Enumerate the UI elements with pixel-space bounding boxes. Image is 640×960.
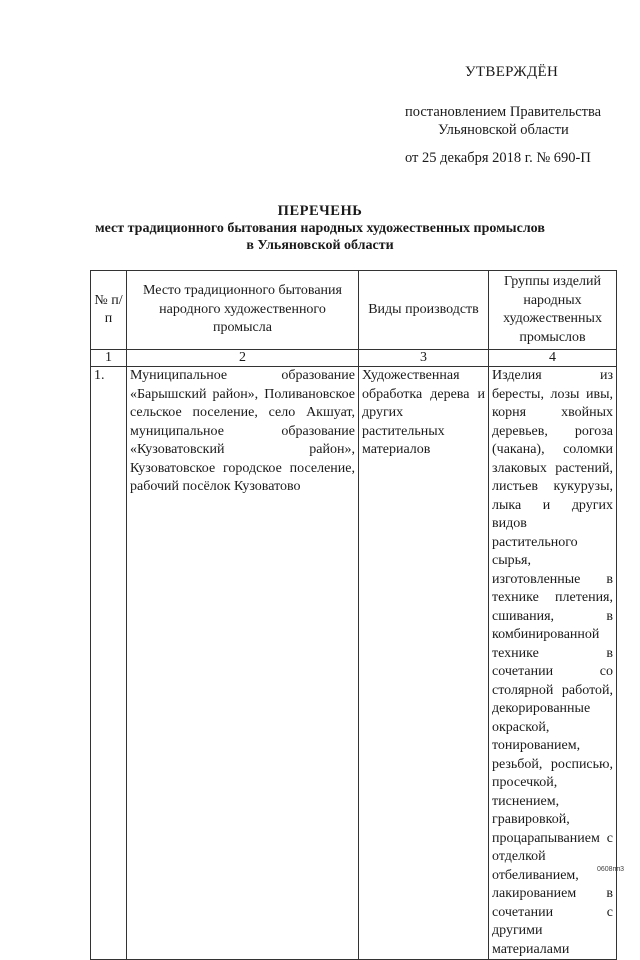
approval-authority: постановлением Правительства [405, 104, 602, 120]
row-place: Муниципальное образование «Барышский район», Поливановское сельское поселение, село Акшуат, муниципальное образование «Кузоватовский район», Кузоватовское городское поселение, рабочий посёлок Кузоватово [127, 367, 359, 960]
row-groups: Изделия из бересты, лозы ивы, корня хвойных деревьев, рогоза (чакана), соломки злаковых растений, листьев кукурузы, лыка и других видов растительного сырья, изготовленные в технике плетения, сшивания, в комбинированной технике в сочетании со столярной работой, декорированные окраской, тонированием, резьбой, росписью, просечкой, тиснением, гравировкой, процарапыванием с отделкой отбеливанием, лакированием в сочетании с другими материалами [489, 367, 617, 960]
heading-title: ПЕРЕЧЕНЬ [277, 203, 363, 219]
table-header-row [91, 271, 617, 350]
header-groups: Группы изделий народных художественных промыслов [489, 271, 617, 350]
heading-subtitle-2: в Ульяновской области [246, 238, 394, 253]
column-number: 3 [359, 350, 489, 367]
row-num: 1. [91, 367, 127, 960]
column-number: 1 [91, 350, 127, 367]
row-kinds: Художественная обработка дерева и других растительных материалов [359, 367, 489, 960]
approval-block [0, 0, 640, 180]
column-number: 2 [127, 350, 359, 367]
header-kinds: Виды производств [359, 271, 489, 350]
column-number-row [91, 350, 617, 367]
column-number: 4 [489, 350, 617, 367]
approval-date: от 25 декабря 2018 г. № 690-П [405, 150, 591, 166]
header-num: № п/п [91, 271, 127, 350]
document-heading [0, 203, 640, 254]
approval-region: Ульяновской области [438, 122, 569, 138]
heading-subtitle-1: мест традиционного бытования народных художественных промыслов [95, 221, 545, 236]
footer-code: 0608пп3 [596, 866, 624, 873]
crafts-table [90, 270, 617, 960]
approval-title: УТВЕРЖДЁН [465, 64, 559, 80]
table-row [91, 367, 617, 960]
header-place: Место традиционного бытования народного художественного промысла [127, 271, 359, 350]
